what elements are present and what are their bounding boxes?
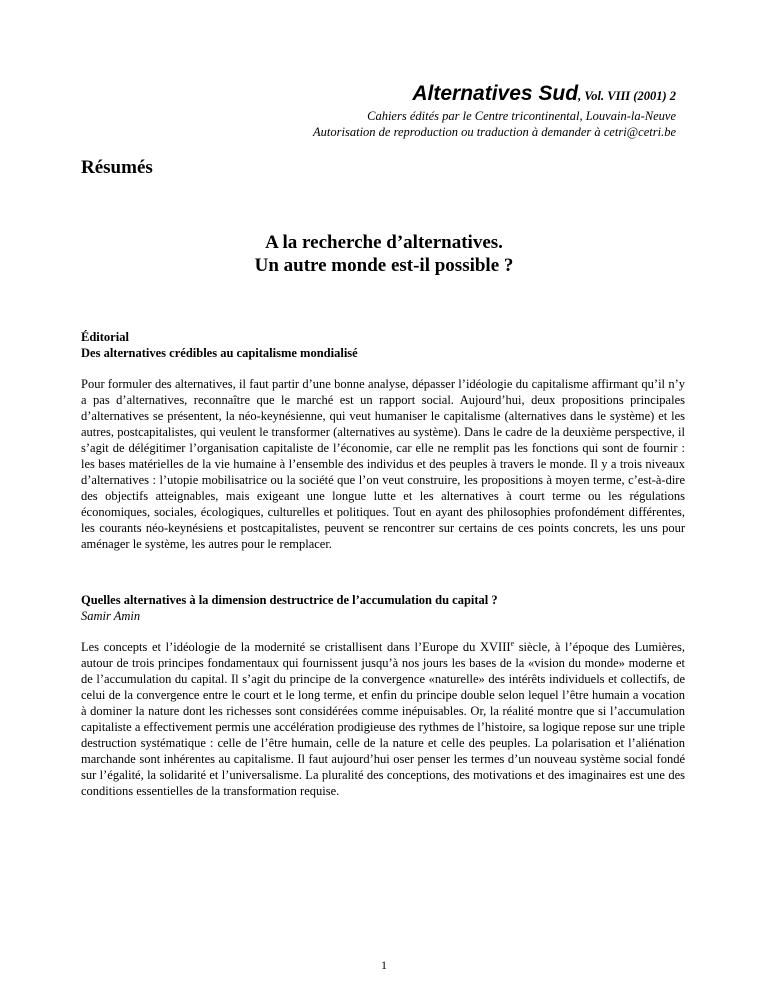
permission-line: Autorisation de reproduction ou traduction à demander à cetri@cetri.be	[313, 125, 676, 139]
article-title: Quelles alternatives à la dimension destructrice de l’accumulation du capital ?	[81, 593, 498, 607]
article-body-rest: siècle, à l’époque des Lumières, autour de trois principes fondamentaux qui fournissent jusqu’à nos jours les bases de la «vision du monde» moderne et de l’accumulation du capital. Il s’agit du principe de la convergence «naturelle» des intérêts individuels et collectifs, de celui de la convergence entre le court et le long terme, et enfin du principe double selon lequel l’être humain a vocation à dominer la nature dont les richesses sont considérées comme inépuisables. Or, la réalité montre que si l’accumulation capitaliste a effectivement permis une accélération prodigieuse des rythmes de l’histoire, sa logique repose sur une triple destruction systématique : celle de l’être humain, celle de la nature et celle des peuples. La polarisation et l’aliénation marchande sont inhérentes au capitalisme. Il faut aujourd’hui oser penser les termes d’un nouveau système social fondé sur l’égalité, la solidarité et l’universalisme. La pluralité des conceptions, des motivations et des imaginaires est une des conditions essentielles de la transformation requise.	[81, 640, 685, 798]
journal-volume: , Vol. VIII (2001) 2	[578, 89, 676, 103]
article-body-start: Les concepts et l’idéologie de la modernité se cristallisent dans l’Europe du XVIII	[81, 640, 511, 654]
main-title	[0, 231, 768, 277]
main-title-line-1: A la recherche d’alternatives.	[265, 232, 503, 253]
page-number: 1	[381, 958, 387, 972]
section-heading: Résumés	[81, 157, 153, 178]
journal-title-line	[313, 82, 676, 108]
journal-name: Alternatives Sud	[412, 82, 579, 105]
main-title-line-2: Un autre monde est-il possible ?	[254, 255, 514, 276]
journal-header	[313, 82, 676, 140]
century-superscript: e	[510, 639, 515, 648]
article-section	[81, 592, 685, 799]
editorial-section	[81, 329, 685, 552]
editorial-label: Éditorial	[81, 330, 129, 344]
editorial-title: Des alternatives crédibles au capitalisme mondialisé	[81, 346, 358, 360]
editorial-body: Pour formuler des alternatives, il faut partir d’une bonne analyse, dépasser l’idéologie du capitalisme affirmant qu’il n’y a pas d’alternatives, reconnaître que le marché est un rapport social. Aujourd’hui, deux propositions principales d’alternatives se présentent, la néo-keynésienne, qui veut humaniser le capitalisme (alternatives dans le système) et les autres, postcapitalistes, qui veulent le transformer (alternatives au système). Dans le cadre de la deuxième perspective, il s’agit de délégitimer l’organisation capitaliste de l’économie, car elle ne remplit pas les fonctions qui sont de fournir : les bases matérielles de la vie humaine à l’ensemble des individus et des peuples à travers le monde. Il y a trois niveaux d’alternatives : l’utopie mobilisatrice ou la société que l’on veut construire, les propositions à moyen terme, c’est-à-dire des objectifs atteignables, mais exigeant une longue lutte et les alternatives à court terme ou les régulations économiques, sociales, écologiques, culturelles et politiques. Tout en ayant des philosophies profondément différentes, les courants néo-keynésiens et postcapitalistes, peuvent se rencontrer sur certains de ces points concrets, les uns pour aménager le système, les autres pour le remplacer.	[81, 377, 685, 551]
publisher-line: Cahiers édités par le Centre tricontinental, Louvain-la-Neuve	[367, 109, 676, 123]
article-author: Samir Amin	[81, 609, 141, 623]
article-body	[81, 639, 685, 799]
